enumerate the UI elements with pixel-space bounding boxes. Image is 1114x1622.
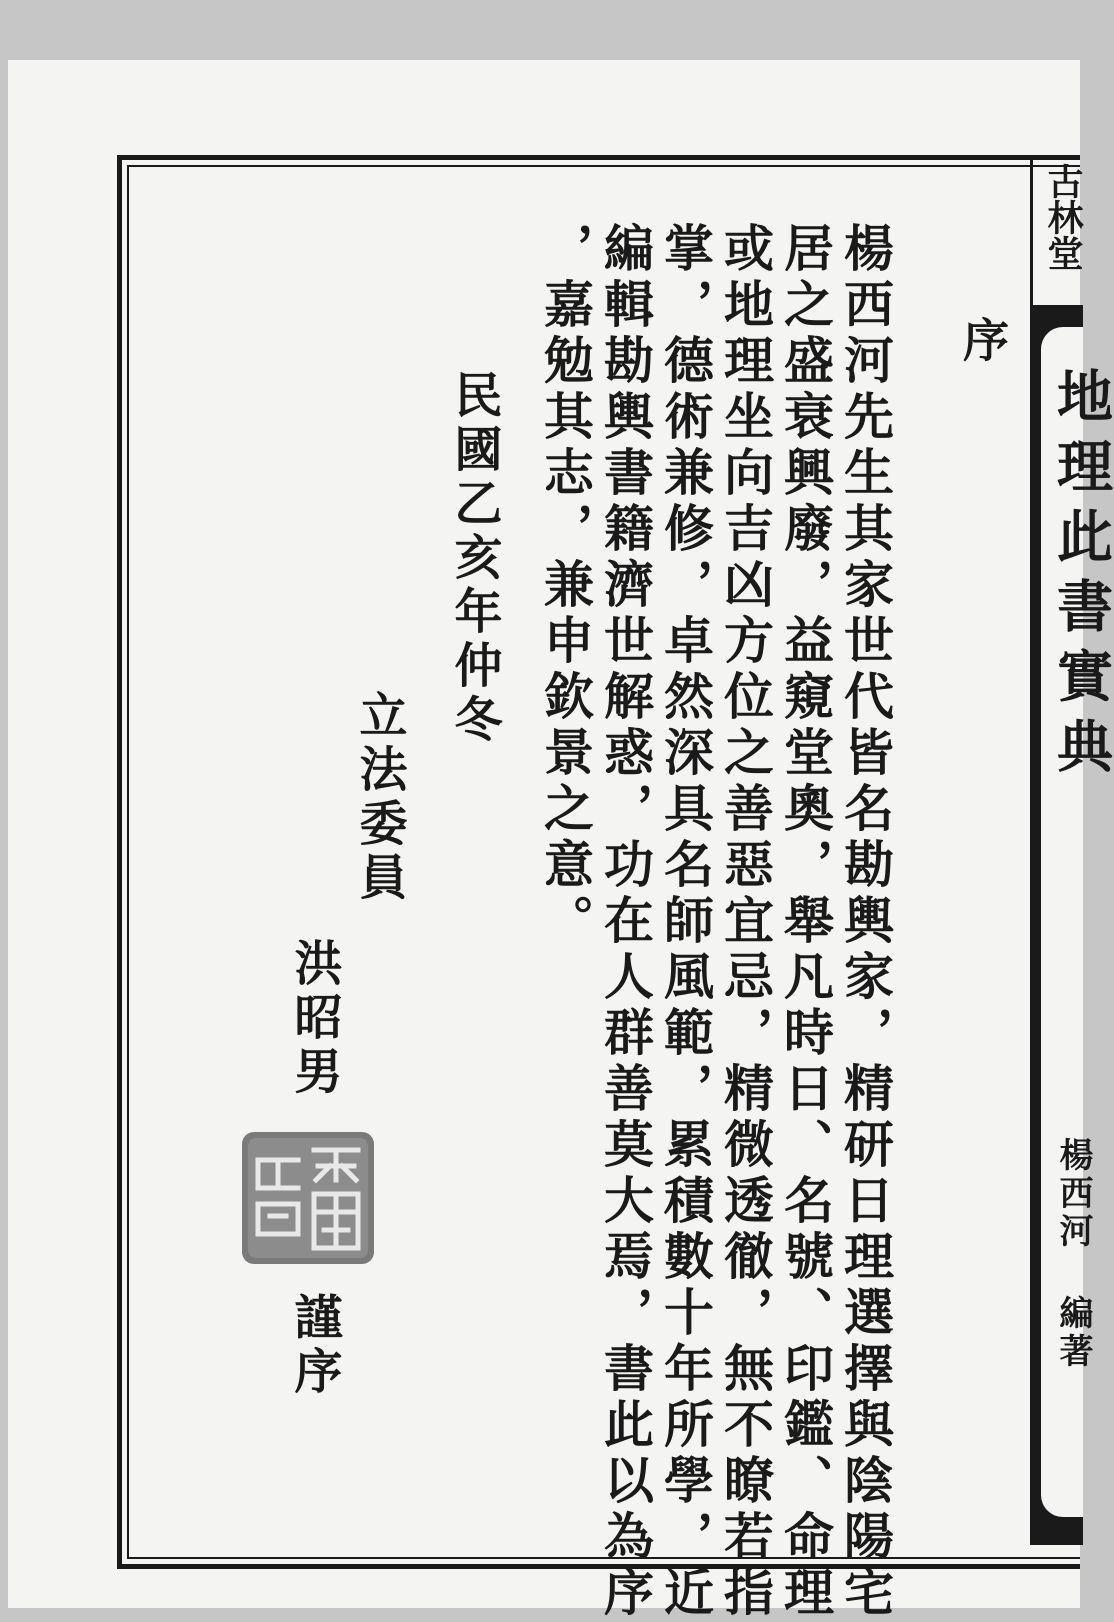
spine-title-panel: [1041, 327, 1114, 1517]
signer-title: 立法委員: [351, 690, 407, 906]
body-column-4: 掌，德術兼修，卓然深具名師風範，累積數十年所學，近: [656, 222, 715, 1622]
body-column-2: 居之盛衰興廢，益窺堂奧，舉凡時日、名號、印鑑、命理: [776, 222, 835, 1622]
body-column-3: 或地理坐向吉凶方位之善惡宜忌，精微透徹，無不瞭若指: [716, 222, 775, 1622]
closing-text: 謹序: [286, 1292, 342, 1400]
date-line: 民國乙亥年仲冬: [446, 370, 502, 748]
spine-publisher: 古林堂: [1042, 163, 1084, 271]
spine-band: [1033, 305, 1114, 1545]
spine-book-title: 地理此書實典: [1048, 367, 1114, 787]
body-column-1: 楊西河先生其家世代皆名勘輿家，精研日理選擇與陰陽宅: [836, 222, 895, 1622]
spine-author: 楊西河 編著: [1053, 1137, 1093, 1371]
book-spine: [1030, 155, 1114, 1545]
body-column-6: ，嘉勉其志，兼申欽景之意。: [536, 222, 595, 950]
seal-stamp-icon: [240, 1130, 376, 1266]
body-column-5: 編輯勘輿書籍濟世解惑，功在人群善莫大焉，書此以為序: [596, 222, 655, 1622]
signer-name: 洪昭男: [286, 938, 342, 1100]
preface-heading: 序: [956, 316, 1010, 362]
